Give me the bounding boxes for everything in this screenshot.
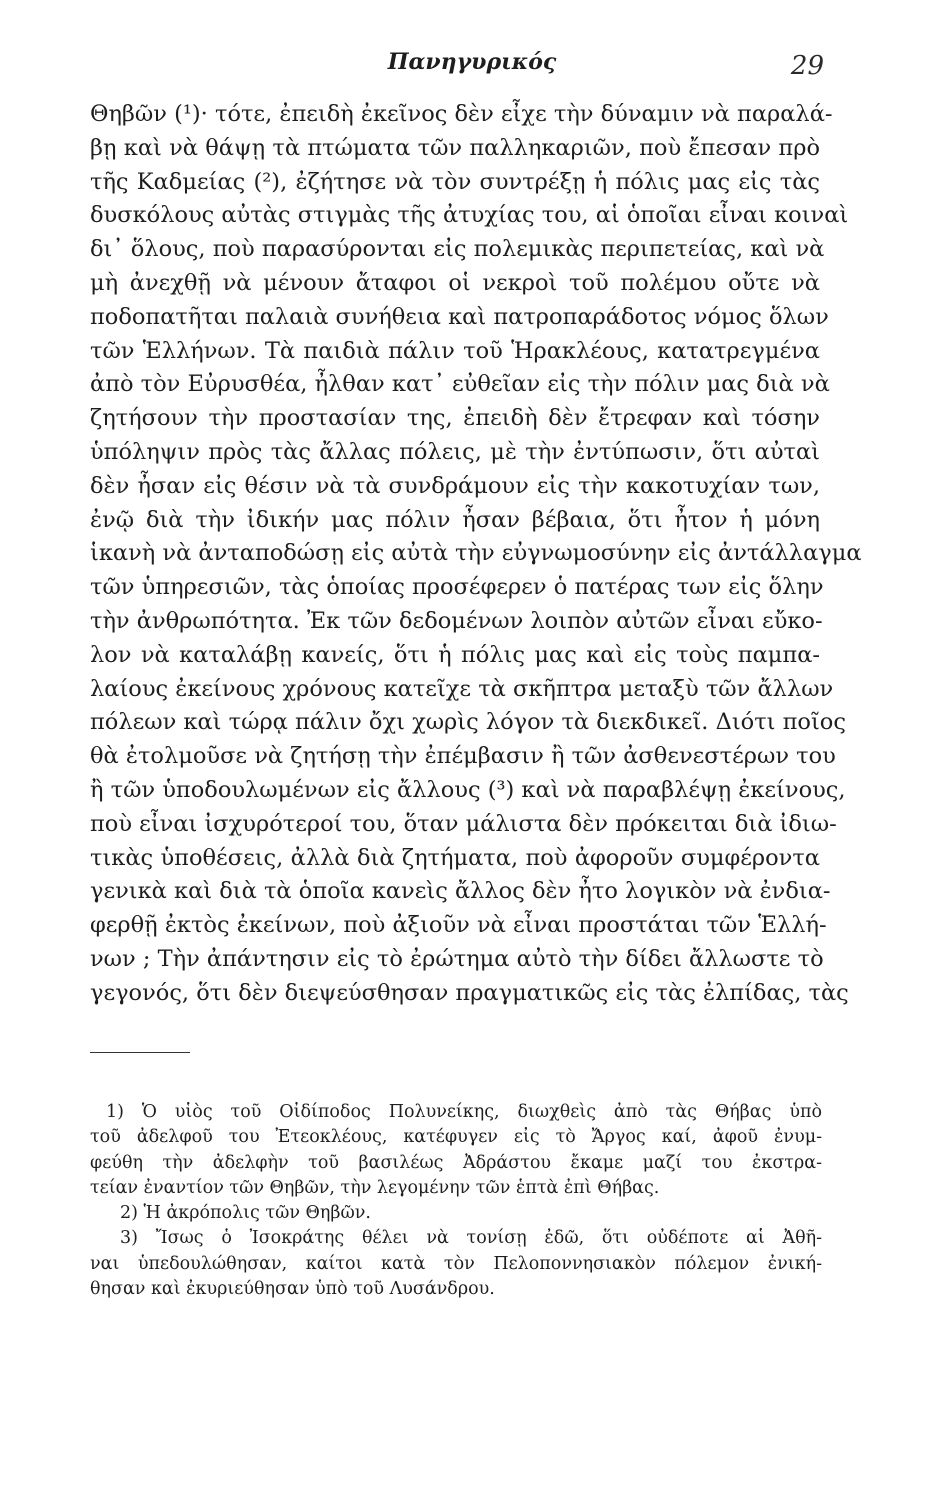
footnote-line: τείαν ἐναντίον τῶν Θηβῶν, τὴν λεγομένην τῶν ἑπτὰ ἐπὶ Θήβας. — [90, 1177, 660, 1198]
footnote-separator-rule — [90, 1052, 190, 1053]
text-line: πόλεων καὶ τώρᾳ πάλιν ὄχι χωρὶς λόγον τὰ διεκδικεῖ. Διότι ποῖος — [90, 709, 846, 736]
text-line: ἢ τῶν ὑποδουλωμένων εἰς ἄλλους (³) καὶ νὰ παραβλέψῃ ἐκείνους, — [90, 776, 846, 803]
text-line: νων ; Τὴν ἀπάντησιν εἰς τὸ ἐρώτημα αὐτὸ τὴν δίδει ἄλλωστε τὸ — [90, 945, 824, 972]
text-line: δι᾽ ὅλους, ποὺ παρασύρονται εἰς πολεμικὰς περιπετείας, καὶ νὰ — [90, 236, 825, 263]
text-line: γενικὰ καὶ διὰ τὰ ὁποῖα κανεὶς ἄλλος δὲν ἦτο λογικὸν νὰ ἐνδια- — [90, 878, 831, 905]
footnote-line: 1) Ὁ υἱὸς τοῦ Οἰδίποδος Πολυνείκης, διωχθεὶς ἀπὸ τὰς Θήβας ὑπὸ — [106, 1102, 822, 1122]
text-line: Θηβῶν (¹)· τότε, ἐπειδὴ ἐκεῖνος δὲν εἶχε τὴν δύναμιν νὰ παραλά- — [90, 101, 833, 127]
footnote-1 — [90, 1100, 822, 1201]
text-line: ἐνῷ διὰ τὴν ἰδικήν μας πόλιν ἦσαν βέβαια, ὅτι ἦτον ἡ μόνη — [90, 506, 820, 533]
text-line: τῶν Ἑλλήνων. Τὰ παιδιὰ πάλιν τοῦ Ἡρακλέους, κατατρεγμένα — [90, 337, 820, 364]
footnote-line: φεύθη τὴν ἀδελφὴν τοῦ βασιλέως Ἀδράστου ἔκαμε μαζί του ἐκστρα- — [90, 1152, 822, 1173]
text-line: γεγονός, ὅτι δὲν διεψεύσθησαν πραγματικῶς εἰς τὰς ἐλπίδας, τὰς — [90, 979, 849, 1006]
footnote-2 — [106, 1201, 822, 1226]
text-line: ὑπόληψιν πρὸς τὰς ἄλλας πόλεις, μὲ τὴν ἐντύπωσιν, ὅτι αὐταὶ — [90, 438, 820, 465]
text-line: ἀπὸ τὸν Εὐρυσθέα, ἦλθαν κατ᾽ εὐθεῖαν εἰς τὴν πόλιν μας διὰ νὰ — [90, 371, 830, 398]
footnote-line: 2) Ἡ ἀκρόπολις τῶν Θηβῶν. — [120, 1203, 371, 1224]
page-number: 29 — [790, 51, 824, 81]
footnotes — [90, 1100, 822, 1302]
text-line: δὲν ἦσαν εἰς θέσιν νὰ τὰ συνδράμουν εἰς τὴν κακοτυχίαν των, — [90, 472, 820, 499]
footnote-3 — [90, 1226, 822, 1302]
running-title: Πανηγυρικός — [387, 49, 557, 75]
text-line: μὴ ἀνεχθῇ νὰ μένουν ἄταφοι οἱ νεκροὶ τοῦ πολέμου οὔτε νὰ — [90, 269, 820, 296]
text-line: τικὰς ὑποθέσεις, ἀλλὰ διὰ ζητήματα, ποὺ ἀφοροῦν συμφέροντα — [90, 844, 820, 871]
text-line: τῶν ὑπηρεσιῶν, τὰς ὁποίας προσέφερεν ὁ πατέρας των εἰς ὅλην — [90, 574, 824, 601]
text-line: ἱκανὴ νὰ ἀνταποδώσῃ εἰς αὐτὰ τὴν εὐγνωμοσύνην εἰς ἀντάλλαγμα — [90, 540, 862, 567]
text-line: ποὺ εἶναι ἰσχυρότεροί του, ὅταν μάλιστα δὲν πρόκειται διὰ ἰδιω- — [90, 810, 837, 837]
text-line: λον νὰ καταλάβῃ κανείς, ὅτι ἡ πόλις μας καὶ εἰς τοὺς παμπα- — [90, 641, 820, 668]
text-line: θὰ ἐτολμοῦσε νὰ ζητήσῃ τὴν ἐπέμβασιν ἢ τῶν ἀσθενεστέρων του — [90, 743, 836, 770]
footnote-line: θησαν καὶ ἐκυριεύθησαν ὑπὸ τοῦ Λυσάνδρου. — [90, 1279, 495, 1300]
footnote-line: ναι ὑπεδουλώθησαν, καίτοι κατὰ τὸν Πελοποννησιακὸν πόλεμον ἐνική- — [90, 1253, 822, 1274]
text-line: λαίους ἐκείνους χρόνους κατεῖχε τὰ σκῆπτρα μεταξὺ τῶν ἄλλων — [90, 675, 834, 702]
footnote-line: τοῦ ἀδελφοῦ του Ἐτεοκλέους, κατέφυγεν εἰς τὸ Ἄργος καί, ἀφοῦ ἐνυμ- — [90, 1127, 822, 1148]
text-line: φερθῇ ἐκτὸς ἐκείνων, ποὺ ἀξιοῦν νὰ εἶναι προστάται τῶν Ἑλλή- — [90, 912, 827, 939]
text-line: βῃ καὶ νὰ θάψῃ τὰ πτώματα τῶν παλληκαριῶν, ποὺ ἔπεσαν πρὸ — [90, 134, 820, 161]
text-line: ζητήσουν τὴν προστασίαν της, ἐπειδὴ δὲν ἔτρεφαν καὶ τόσην — [90, 405, 820, 432]
text-line: δυσκόλους αὐτὰς στιγμὰς τῆς ἀτυχίας του, αἱ ὁποῖαι εἶναι κοιναὶ — [90, 202, 849, 229]
running-head — [0, 44, 944, 80]
text-line: ποδοπατῆται παλαιὰ συνήθεια καὶ πατροπαράδοτος νόμος ὅλων — [90, 303, 829, 330]
text-line: τὴν ἀνθρωπότητα. Ἐκ τῶν δεδομένων λοιπὸν αὐτῶν εἶναι εὔκο- — [90, 607, 823, 634]
main-text — [90, 98, 862, 1011]
text-line: τῆς Καδμείας (²), ἐζήτησε νὰ τὸν συντρέξῃ ἡ πόλις μας εἰς τὰς — [90, 168, 820, 195]
footnote-line: 3) Ἴσως ὁ Ἰσοκράτης θέλει νὰ τονίσῃ ἐδῶ, ὅτι οὐδέποτε αἱ Ἀθῆ- — [120, 1228, 822, 1249]
